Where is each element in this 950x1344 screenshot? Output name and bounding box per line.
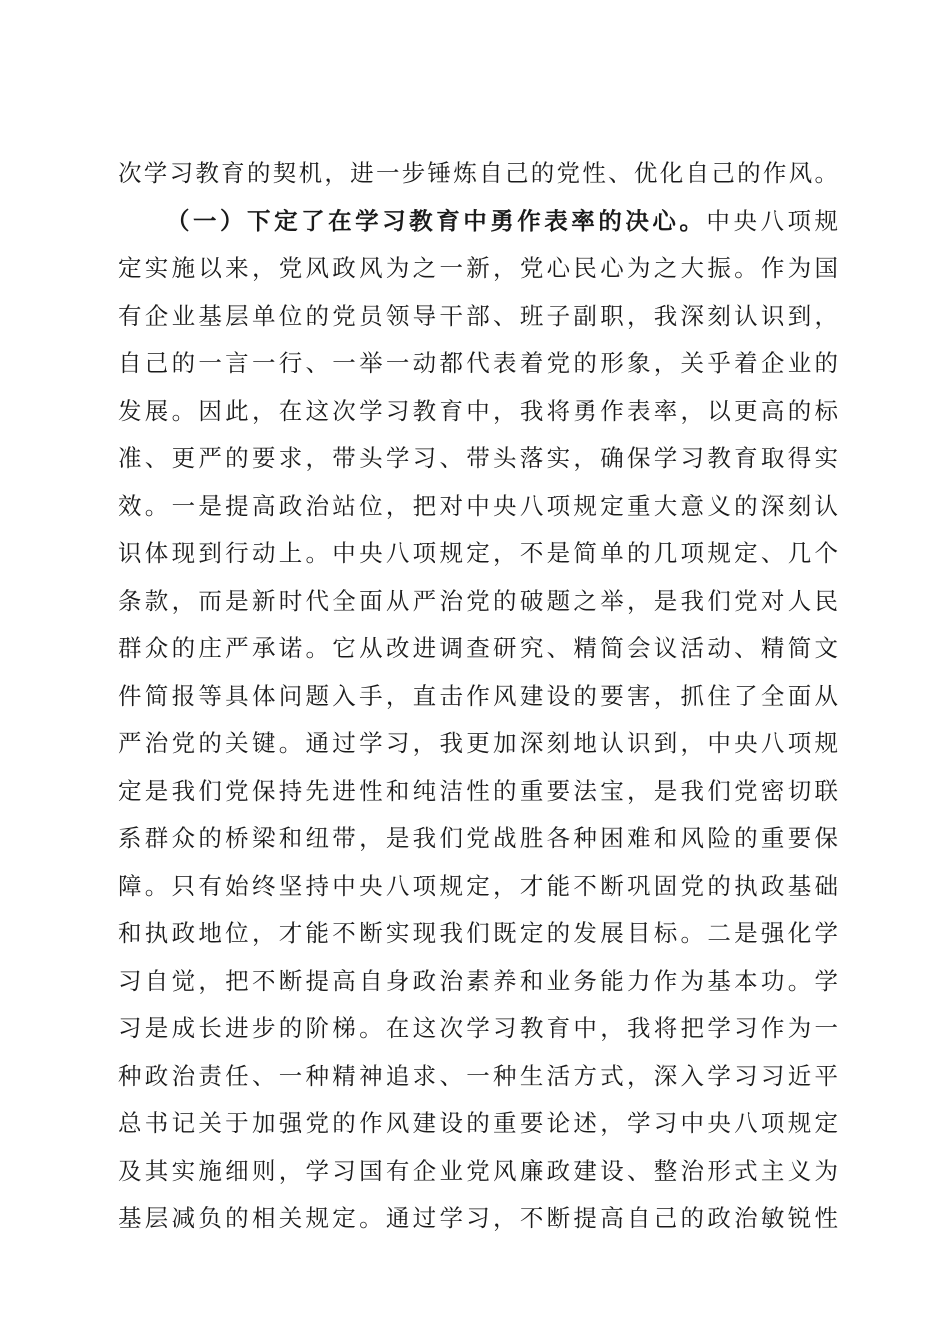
paragraph-text: 条款，而是新时代全面从严治党的破题之举，是我们党对人民 (118, 586, 838, 615)
paragraph-text: 中央八项规 (706, 206, 839, 235)
text-line (118, 578, 838, 626)
text-line (118, 293, 838, 341)
paragraph-text: 障。只有始终坚持中央八项规定，才能不断巩固党的执政基础 (118, 871, 838, 900)
text-line (118, 245, 838, 293)
text-line (118, 198, 838, 246)
text-line (118, 958, 838, 1006)
paragraph-text: 定实施以来，党风政风为之一新，党心民心为之大振。作为国 (118, 254, 838, 282)
paragraph-text: 识体现到行动上。中央八项规定，不是简单的几项规定、几个 (118, 539, 838, 567)
text-line (118, 483, 838, 531)
text-line (118, 1148, 838, 1196)
paragraph-text: 效。一是提高政治站位，把对中央八项规定重大意义的深刻认 (118, 491, 838, 520)
paragraph-text: 系群众的桥梁和纽带，是我们党战胜各种困难和风险的重要保 (118, 824, 838, 852)
text-line (118, 150, 838, 198)
text-line (118, 388, 838, 436)
paragraph-text: 件简报等具体问题入手，直击作风建设的要害，抓住了全面从 (118, 681, 838, 710)
paragraph-text: 群众的庄严承诺。它从改进调查研究、精简会议活动、精简文 (118, 634, 838, 662)
text-line (118, 340, 838, 388)
text-line (118, 435, 838, 483)
body-text (118, 150, 838, 1243)
text-line (118, 1100, 838, 1148)
text-line (118, 720, 838, 768)
section-heading: （一）下定了在学习教育中勇作表率的决心。 (166, 206, 707, 235)
paragraph-text: 习是成长进步的阶梯。在这次学习教育中，我将把学习作为一 (118, 1014, 838, 1042)
paragraph-text: 习自觉，把不断提高自身政治素养和业务能力作为基本功。学 (118, 966, 838, 995)
paragraph-text: 准、更严的要求，带头学习、带头落实，确保学习教育取得实 (118, 444, 838, 472)
paragraph-text: 和执政地位，才能不断实现我们既定的发展目标。二是强化学 (118, 919, 838, 947)
text-line (118, 673, 838, 721)
text-line (118, 815, 838, 863)
paragraph-text: 次学习教育的契机，进一步锤炼自己的党性、优化自己的作风。 (118, 159, 838, 187)
paragraph-text: 定是我们党保持先进性和纯洁性的重要法宝，是我们党密切联 (118, 776, 838, 805)
paragraph-text: 有企业基层单位的党员领导干部、班子副职，我深刻认识到， (118, 301, 838, 330)
text-line (118, 1195, 838, 1243)
text-line (118, 910, 838, 958)
paragraph-text: 种政治责任、一种精神追求、一种生活方式，深入学习习近平 (118, 1061, 838, 1090)
text-line (118, 768, 838, 816)
paragraph-text: 自己的一言一行、一举一动都代表着党的形象，关乎着企业的 (118, 349, 838, 377)
paragraph-text: 基层减负的相关规定。通过学习，不断提高自己的政治敏锐性 (118, 1204, 838, 1232)
text-line (118, 863, 838, 911)
text-line (118, 1005, 838, 1053)
paragraph-text: 发展。因此，在这次学习教育中，我将勇作表率，以更高的标 (118, 396, 838, 425)
text-line (118, 1053, 838, 1101)
text-line (118, 625, 838, 673)
paragraph-text: 总书记关于加强党的作风建设的重要论述，学习中央八项规定 (118, 1109, 838, 1137)
paragraph-text: 严治党的关键。通过学习，我更加深刻地认识到，中央八项规 (118, 729, 838, 757)
text-line (118, 530, 838, 578)
paragraph-text: 及其实施细则，学习国有企业党风廉政建设、整治形式主义为 (118, 1156, 838, 1185)
